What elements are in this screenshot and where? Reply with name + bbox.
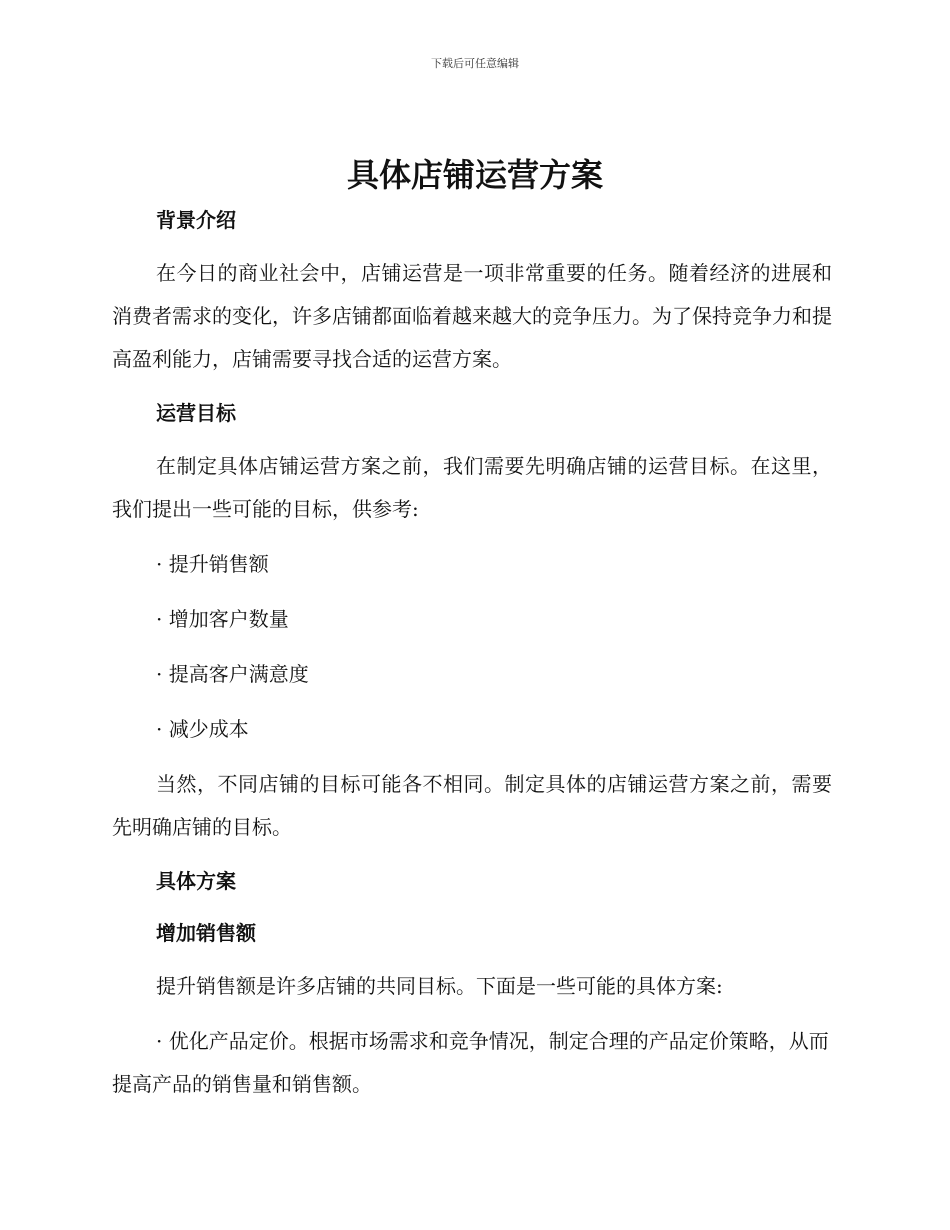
sales-item: · 优化产品定价。根据市场需求和竞争情况，制定合理的产品定价策略，从而提高产品的销售量和销售额。 [112,1029,829,1096]
goal-item: · 提升销售额 [156,552,269,576]
document-title: 具体店铺运营方案 [346,156,603,194]
paragraph-background: 在今日的商业社会中，店铺运营是一项非常重要的任务。随着经济的进展和消费者需求的变化，许多店铺都面临着越来越大的竞争压力。为了保持竞争力和提高盈利能力，店铺需要寻找合适的运营方案。 [112,261,832,371]
section-heading-background: 背景介绍 [156,208,236,232]
goal-item: · 减少成本 [156,717,249,741]
paragraph-sales: 提升销售额是许多店铺的共同目标。下面是一些可能的具体方案: [156,974,723,998]
header-note: 下载后可任意编辑 [431,57,519,70]
goal-item: · 提高客户满意度 [156,662,309,686]
paragraph-goals: 在制定具体店铺运营方案之前，我们需要先明确店铺的运营目标。在这里，我们提出一些可能的目标，供参考: [112,454,832,521]
document-body [112,200,832,1106]
section-heading-goals: 运营目标 [156,401,236,425]
goal-item: · 增加客户数量 [156,607,289,631]
paragraph-goals-closing: 当然，不同店铺的目标可能各不相同。制定具体的店铺运营方案之前，需要先明确店铺的目标。 [112,772,832,839]
section-heading-sales: 增加销售额 [156,921,256,945]
section-heading-plan: 具体方案 [156,869,236,893]
